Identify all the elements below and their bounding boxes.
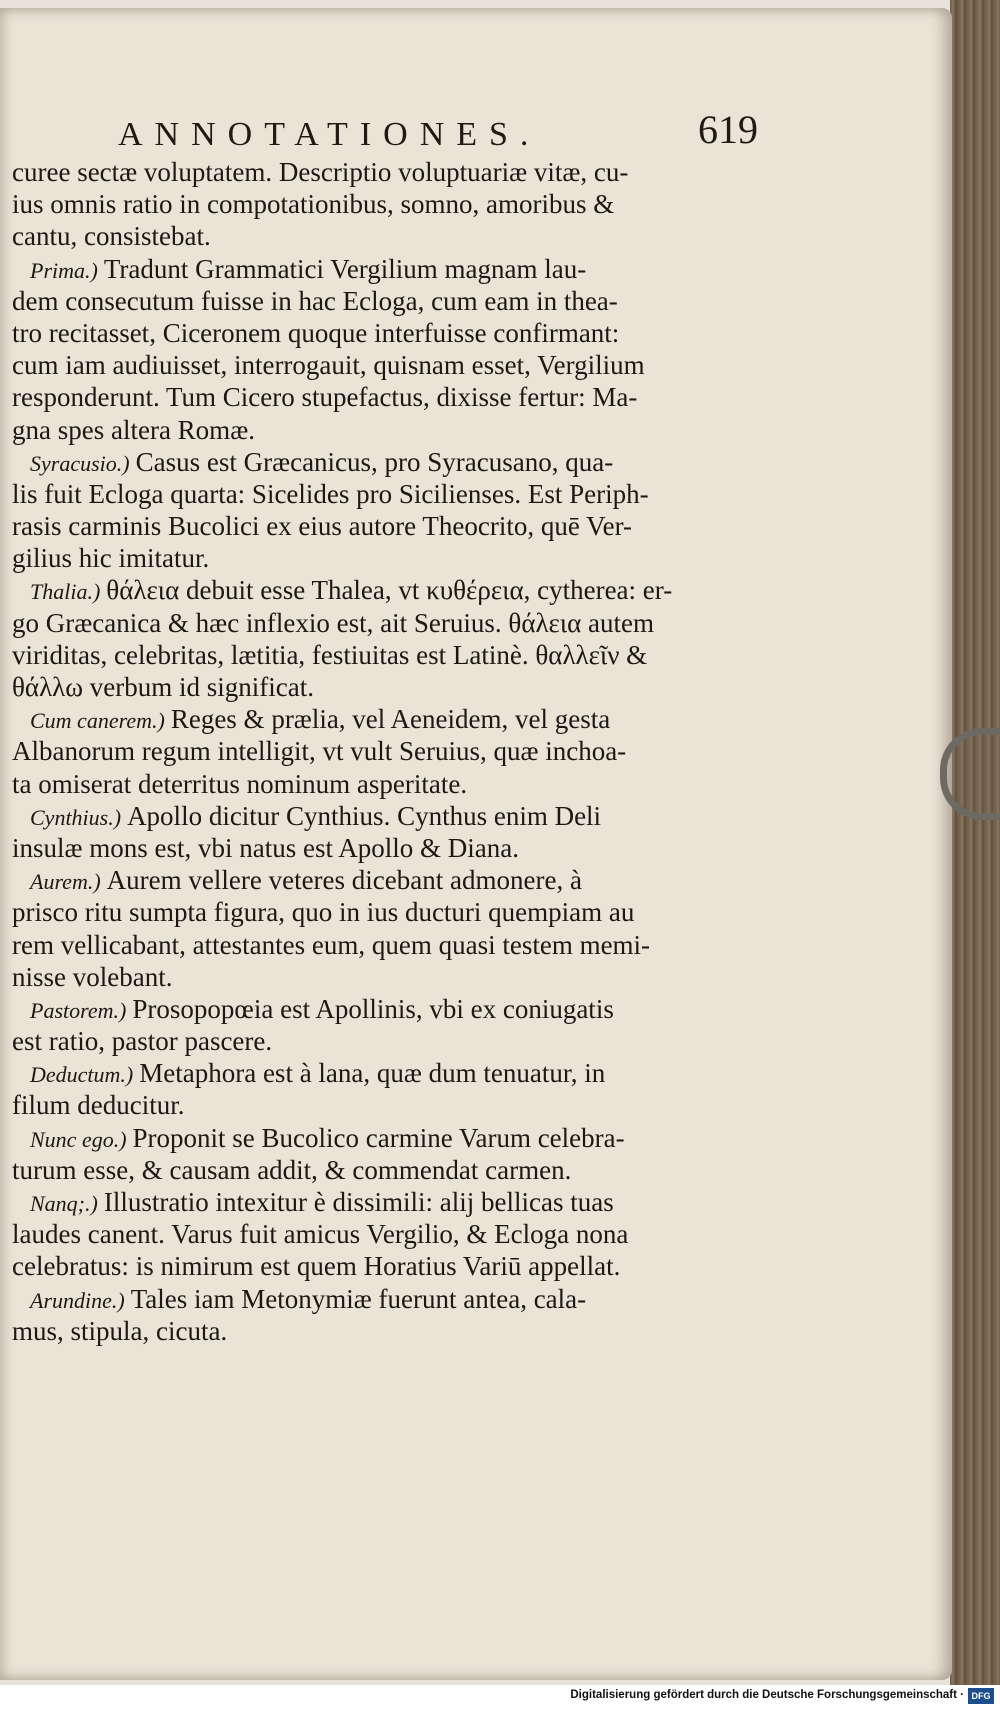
text-line bbox=[12, 1315, 747, 1347]
text-line bbox=[12, 671, 747, 703]
running-head: ANNOTATIONES. bbox=[118, 116, 541, 153]
book-page-edges bbox=[950, 0, 1000, 1685]
text-line bbox=[12, 285, 747, 317]
lemma-label: Nanq;.) bbox=[30, 1191, 98, 1216]
line-text: Tradunt Grammatici Vergilium magnam lau- bbox=[103, 253, 587, 284]
line-text: celebratus: is nimirum est quem Horatius Variū appellat. bbox=[12, 1251, 621, 1282]
annotation-entry-line bbox=[12, 864, 747, 896]
text-line bbox=[12, 929, 747, 961]
line-text: Illustratio intexitur è dissimili: alij bellicas tuas bbox=[103, 1187, 614, 1217]
line-text: tro recitasset, Ciceronem quoque interfuisse confirmant: bbox=[12, 317, 620, 348]
line-text: lis fuit Ecloga quarta: Sicelides pro Sicilienses. Est Periph- bbox=[12, 478, 649, 509]
annotation-text-block bbox=[12, 156, 747, 1347]
text-line bbox=[12, 832, 747, 864]
line-text: ius omnis ratio in compotationibus, somno, amoribus & bbox=[12, 189, 615, 220]
text-line bbox=[12, 735, 747, 767]
line-text: Prosopopœia est Apollinis, vbi ex coniugatis bbox=[132, 993, 614, 1024]
text-line bbox=[12, 896, 747, 928]
annotation-entry-line bbox=[12, 446, 747, 478]
annotation-entry-line bbox=[12, 1186, 747, 1218]
line-text: θάλεια debuit esse Thalea, vt κυθέρεια, cytherea: er- bbox=[106, 575, 673, 606]
annotation-entry-line bbox=[12, 1283, 747, 1315]
lemma-label: Cum canerem.) bbox=[30, 708, 165, 734]
line-text: viriditas, celebritas, lætitia, festiuitas est Latinè. θαλλεῖν & bbox=[12, 639, 648, 670]
text-line bbox=[12, 349, 747, 381]
text-line bbox=[12, 607, 747, 639]
text-line bbox=[12, 414, 747, 446]
footer-bar bbox=[0, 1685, 1000, 1709]
annotation-entry-line bbox=[12, 1057, 747, 1089]
lemma-label: Arundine.) bbox=[30, 1287, 125, 1313]
text-line bbox=[12, 1025, 747, 1057]
funding-credit: Digitalisierung gefördert durch die Deutsche Forschungsgemeinschaft · bbox=[570, 1689, 964, 1701]
line-text: cantu, consistebat. bbox=[12, 221, 211, 252]
text-line bbox=[12, 220, 747, 252]
lemma-label: Pastorem.) bbox=[30, 997, 127, 1023]
annotation-entry-line bbox=[12, 253, 747, 285]
text-line bbox=[12, 188, 747, 220]
text-line bbox=[12, 381, 747, 413]
line-text: dem consecutum fuisse in hac Ecloga, cum eam in thea- bbox=[12, 285, 618, 316]
dfg-logo: DFG bbox=[968, 1688, 994, 1704]
line-text: Casus est Græcanicus, pro Syracusano, qua- bbox=[135, 446, 614, 477]
line-text: filum deducitur. bbox=[12, 1090, 185, 1121]
line-text: θάλλω verbum id significat. bbox=[12, 672, 314, 702]
text-line bbox=[12, 317, 747, 349]
line-text: gilius hic imitatur. bbox=[12, 543, 210, 574]
text-line bbox=[12, 961, 747, 993]
line-text: Reges & prælia, vel Aeneidem, vel gesta bbox=[170, 704, 611, 735]
line-text: rasis carminis Bucolici ex eius autore Theocrito, quē Ver- bbox=[12, 511, 633, 542]
line-text: gna spes altera Romæ. bbox=[12, 414, 255, 445]
text-line bbox=[12, 1089, 747, 1121]
line-text: nisse volebant. bbox=[12, 961, 173, 992]
text-line bbox=[12, 639, 747, 671]
line-text: Metaphora est à lana, quæ dum tenuatur, in bbox=[139, 1058, 606, 1089]
line-text: Aurem vellere veteres dicebant admonere, à bbox=[106, 865, 582, 896]
line-text: go Græcanica & hæc inflexio est, ait Seruius. θάλεια autem bbox=[12, 607, 655, 638]
line-text: Apollo dicitur Cynthius. Cynthus enim Deli bbox=[127, 800, 602, 831]
annotation-entry-line bbox=[12, 574, 747, 606]
line-text: prisco ritu sumpta figura, quo in ius ducturi quempiam au bbox=[12, 897, 635, 928]
text-line bbox=[12, 478, 747, 510]
line-text: responderunt. Tum Cicero stupefactus, dixisse fertur: Ma- bbox=[12, 382, 638, 413]
line-text: Proponit se Bucolico carmine Varum celebra- bbox=[132, 1122, 625, 1153]
text-line bbox=[12, 768, 747, 800]
lemma-label: Cynthius.) bbox=[30, 804, 122, 830]
line-text: est ratio, pastor pascere. bbox=[12, 1026, 273, 1057]
lemma-label: Deductum.) bbox=[30, 1062, 134, 1088]
annotation-entry-line bbox=[12, 703, 747, 735]
lemma-label: Nunc ego.) bbox=[30, 1126, 127, 1152]
annotation-entry-line bbox=[12, 993, 747, 1025]
lemma-label: Prima.) bbox=[30, 257, 98, 283]
lemma-label: Aurem.) bbox=[30, 869, 101, 895]
line-text: Tales iam Metonymiæ fuerunt antea, cala- bbox=[130, 1283, 587, 1314]
annotation-entry-line bbox=[12, 800, 747, 832]
line-text: curee sectæ voluptatem. Descriptio voluptuariæ vitæ, cu- bbox=[12, 157, 629, 187]
line-text: rem vellicabant, attestantes eum, quem quasi testem memi- bbox=[12, 929, 651, 960]
text-line bbox=[12, 1250, 747, 1282]
page-number: 619 bbox=[698, 107, 758, 152]
text-line bbox=[12, 510, 747, 542]
lemma-label: Thalia.) bbox=[30, 579, 101, 605]
lemma-label: Syracusio.) bbox=[30, 450, 130, 476]
line-text: mus, stipula, cicuta. bbox=[12, 1315, 228, 1346]
annotation-entry-line bbox=[12, 1122, 747, 1154]
line-text: Albanorum regum intelligit, vt vult Seruius, quæ inchoa- bbox=[12, 736, 627, 767]
line-text: ta omiserat deterritus nominum asperitate. bbox=[12, 768, 468, 799]
line-text: insulæ mons est, vbi natus est Apollo & Diana. bbox=[12, 832, 519, 863]
book-page bbox=[0, 8, 952, 1680]
line-text: laudes canent. Varus fuit amicus Vergilio, & Ecloga nona bbox=[12, 1219, 629, 1250]
text-line bbox=[12, 1218, 747, 1250]
text-line bbox=[12, 156, 747, 188]
text-line bbox=[12, 1154, 747, 1186]
line-text: cum iam audiuisset, interrogauit, quisnam esset, Vergilium bbox=[12, 350, 645, 381]
text-line bbox=[12, 542, 747, 574]
line-text: turum esse, & causam addit, & commendat carmen. bbox=[12, 1154, 572, 1185]
